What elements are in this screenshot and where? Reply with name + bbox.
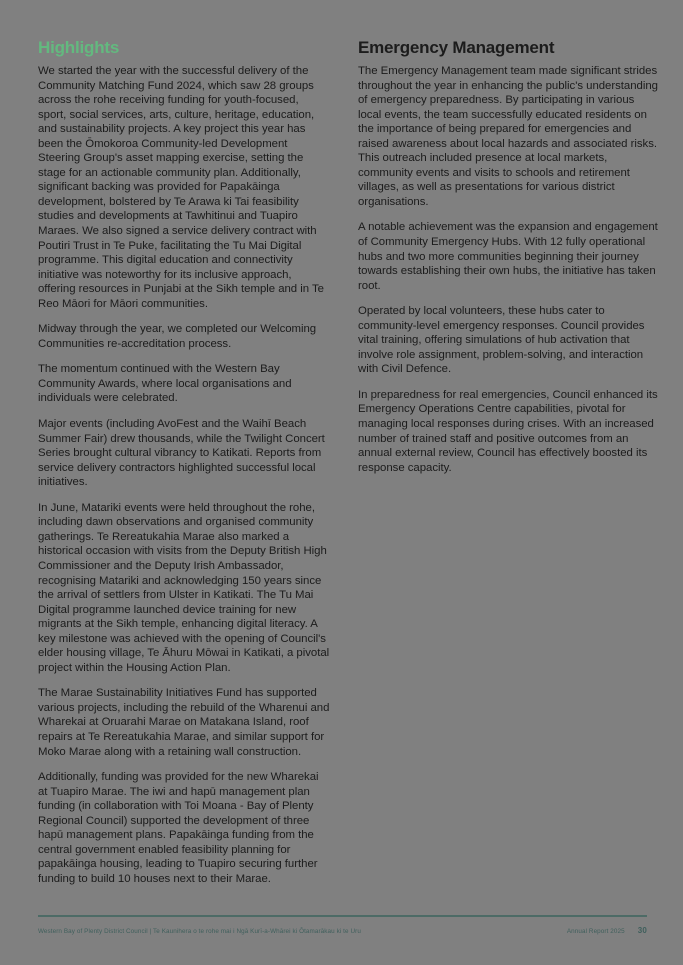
- paragraph: The momentum continued with the Western Bay Community Awards, where local organisations and individuals were celebrated.: [38, 363, 292, 405]
- paragraph: A notable achievement was the expansion and engagement of Community Emergency Hubs. With 12 fully operational hubs and two more communities beginning their journey towards establishing their own hubs, the initiative has taken root.: [358, 221, 658, 292]
- footer-page-number: 30: [637, 926, 647, 935]
- right-column: [358, 38, 658, 475]
- two-column-layout: [38, 38, 658, 903]
- page-footer: [38, 915, 647, 951]
- footer-right-group: [567, 926, 647, 936]
- paragraph: Operated by local volunteers, these hubs cater to community-level emergency responses. Council provides vital training, offering simulations of hub activation that involve role assignment, problem-solving, and interaction with Civil Defence.: [358, 305, 645, 376]
- paragraph: The Marae Sustainability Initiatives Fund has supported various projects, including the rebuild of the Wharenui and Wharekai at Oruarahi Marae on Matakana Island, roof repairs at Te Rereatukahia Marae, and similar support for Moko Marae along with a retaining wall construction.: [38, 687, 330, 758]
- paragraph: In preparedness for real emergencies, Council enhanced its Emergency Operations Centre capabilities, pivotal for managing local responses during crises. With an increased number of trained staff and positive outcomes from an annual external review, Council has effectively boosted its response capacity.: [358, 388, 658, 474]
- paragraph: The Emergency Management team made significant strides throughout the year in enhancing the public's understanding of emergency preparedness. By participating in various local events, the team successfully educated residents on the importance of being prepared for emergencies and raised awareness about local hazards and associated risks. This outreach included presence at local markets, community events and visits to schools and retirement villages, as well as presentations for various district organisations.: [358, 65, 658, 208]
- footer-organisation-name: Western Bay of Plenty District Council | Te Kaunihera o te rohe mai i Ngā Kurī-a-Whārei ki Ōtamarākau ki te Uru: [38, 928, 361, 935]
- left-column: [38, 38, 330, 886]
- emergency-management-heading: Emergency Management: [358, 38, 555, 57]
- paragraph: Midway through the year, we completed our Welcoming Communities re-accreditation process.: [38, 323, 317, 350]
- paragraph: Additionally, funding was provided for the new Wharekai at Tuapiro Marae. The iwi and hapū management plan funding (in collaboration with Toi Moana - Bay of Plenty Regional Council) supported the development of three hapū management plans. Papakāinga funding from the central government enabled feasibility planning for papakāinga housing, leading to Tuapiro securing further funding to build 10 houses next to their Marae.: [38, 771, 319, 885]
- footer-report-title: Annual Report 2025: [566, 928, 625, 935]
- footer-divider: [38, 915, 647, 917]
- paragraph: In June, Matariki events were held throughout the rohe, including dawn observations and organised community gatherings. Te Rereatukahia Marae also marked a historical occasion with visits from the Deputy British High Commissioner and the Deputy Irish Ambassador, recognising Matariki and acknowledging 150 years since the arrival of settlers from Ulster in Katikati. The Tu Mai Digital programme launched device training for new migrants at the Sikh temple, enhancing digital literacy. A key milestone was achieved with the opening of Council's elder housing village, Te Āhuru Mōwai in Katikati, a pivotal project within the Housing Action Plan.: [38, 501, 330, 674]
- paragraph: Major events (including AvoFest and the Waihī Beach Summer Fair) drew thousands, while the Twilight Concert Series brought cultural vibrancy to Katikati. Reports from service delivery contractors highlighted successful local initiatives.: [38, 418, 325, 489]
- footer-row: [38, 926, 647, 936]
- paragraph: We started the year with the successful delivery of the Community Matching Fund 2024, which saw 28 groups across the rohe receiving funding for youth-focused, sport, social services, arts, culture, heritage, education, and sustainability projects. A key project this year has been the Ōmokoroa Community-led Development Steering Group's asset mapping exercise, setting the stage for an actionable community plan. Additionally, significant backing was provided for Papakāinga development, bolstered by Te Arawa ki Tai feasibility studies and developments at Tawhitinui and Tuapiro Maraes. We also signed a service delivery contract with Poutiri Trust in Te Puke, facilitating the Tu Mai Digital programme. This digital education and connectivity initiative was noteworthy for its inclusive approach, offering resources in Punjabi at the Sikh temple and in Te Reo Māori for Māori communities.: [38, 65, 324, 310]
- highlights-heading: Highlights: [38, 38, 120, 57]
